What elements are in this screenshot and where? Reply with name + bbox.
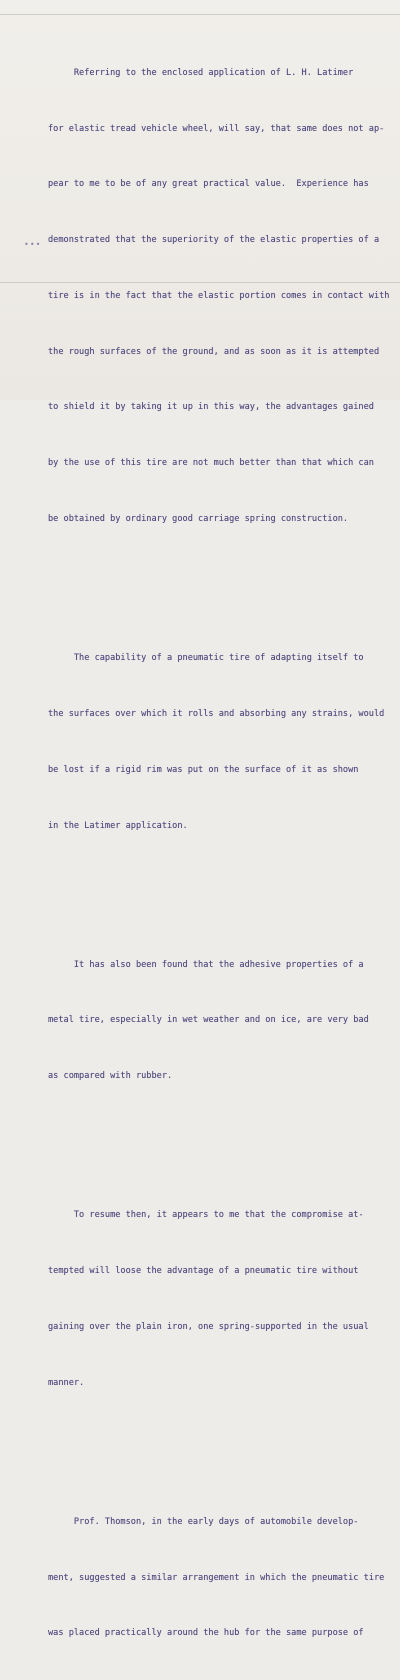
text-line: demonstrated that the superiority of the elastic properties of a [48, 235, 380, 246]
text-line: Referring to the enclosed application of L. H. Latimer [48, 67, 354, 78]
text-line: The capability of a pneumatic tire of adapting itself to [48, 653, 364, 664]
paragraph-gap [48, 1430, 394, 1439]
letter-body [48, 8, 394, 1680]
text-line: tempted will loose the advantage of a pneumatic tire without [48, 1266, 359, 1277]
text-line: manner. [48, 1377, 85, 1388]
text-line: be lost if a rigid rim was put on the surface of it as shown [48, 764, 359, 775]
text-line: metal tire, especially in wet weather and on ice, are very bad [48, 1015, 369, 1026]
text-line: for elastic tread vehicle wheel, will say, that same does not ap- [48, 123, 385, 134]
text-line: by the use of this tire are not much better than that which can [48, 458, 374, 469]
text-line: be obtained by ordinary good carriage spring construction. [48, 514, 349, 525]
paragraph-gap [48, 566, 394, 575]
text-line: tire is in the fact that the elastic portion comes in contact with [48, 290, 390, 301]
text-line: was placed practically around the hub for the same purpose of [48, 1628, 364, 1639]
text-line: Prof. Thomson, in the early days of automobile develop- [48, 1516, 359, 1527]
text-line: the rough surfaces of the ground, and as soon as it is attempted [48, 346, 380, 357]
paragraph-gap [48, 872, 394, 881]
text-line: gaining over the plain iron, one spring-supported in the usual [48, 1321, 369, 1332]
paragraph-gap [48, 1123, 394, 1132]
text-line: in the Latimer application. [48, 820, 188, 831]
text-line: the surfaces over which it rolls and absorbing any strains, would [48, 708, 385, 719]
text-line: ment, suggested a similar arrangement in which the pneumatic tire [48, 1572, 385, 1583]
text-line: to shield it by taking it up in this way, the advantages gained [48, 402, 374, 413]
text-line: pear to me to be of any great practical value. Experience has [48, 179, 369, 190]
text-line: To resume then, it appears to me that the compromise at- [48, 1210, 364, 1221]
text-line: It has also been found that the adhesive properties of a [48, 959, 364, 970]
paper-blemish: ••• [24, 240, 42, 249]
text-line: as compared with rubber. [48, 1071, 173, 1082]
